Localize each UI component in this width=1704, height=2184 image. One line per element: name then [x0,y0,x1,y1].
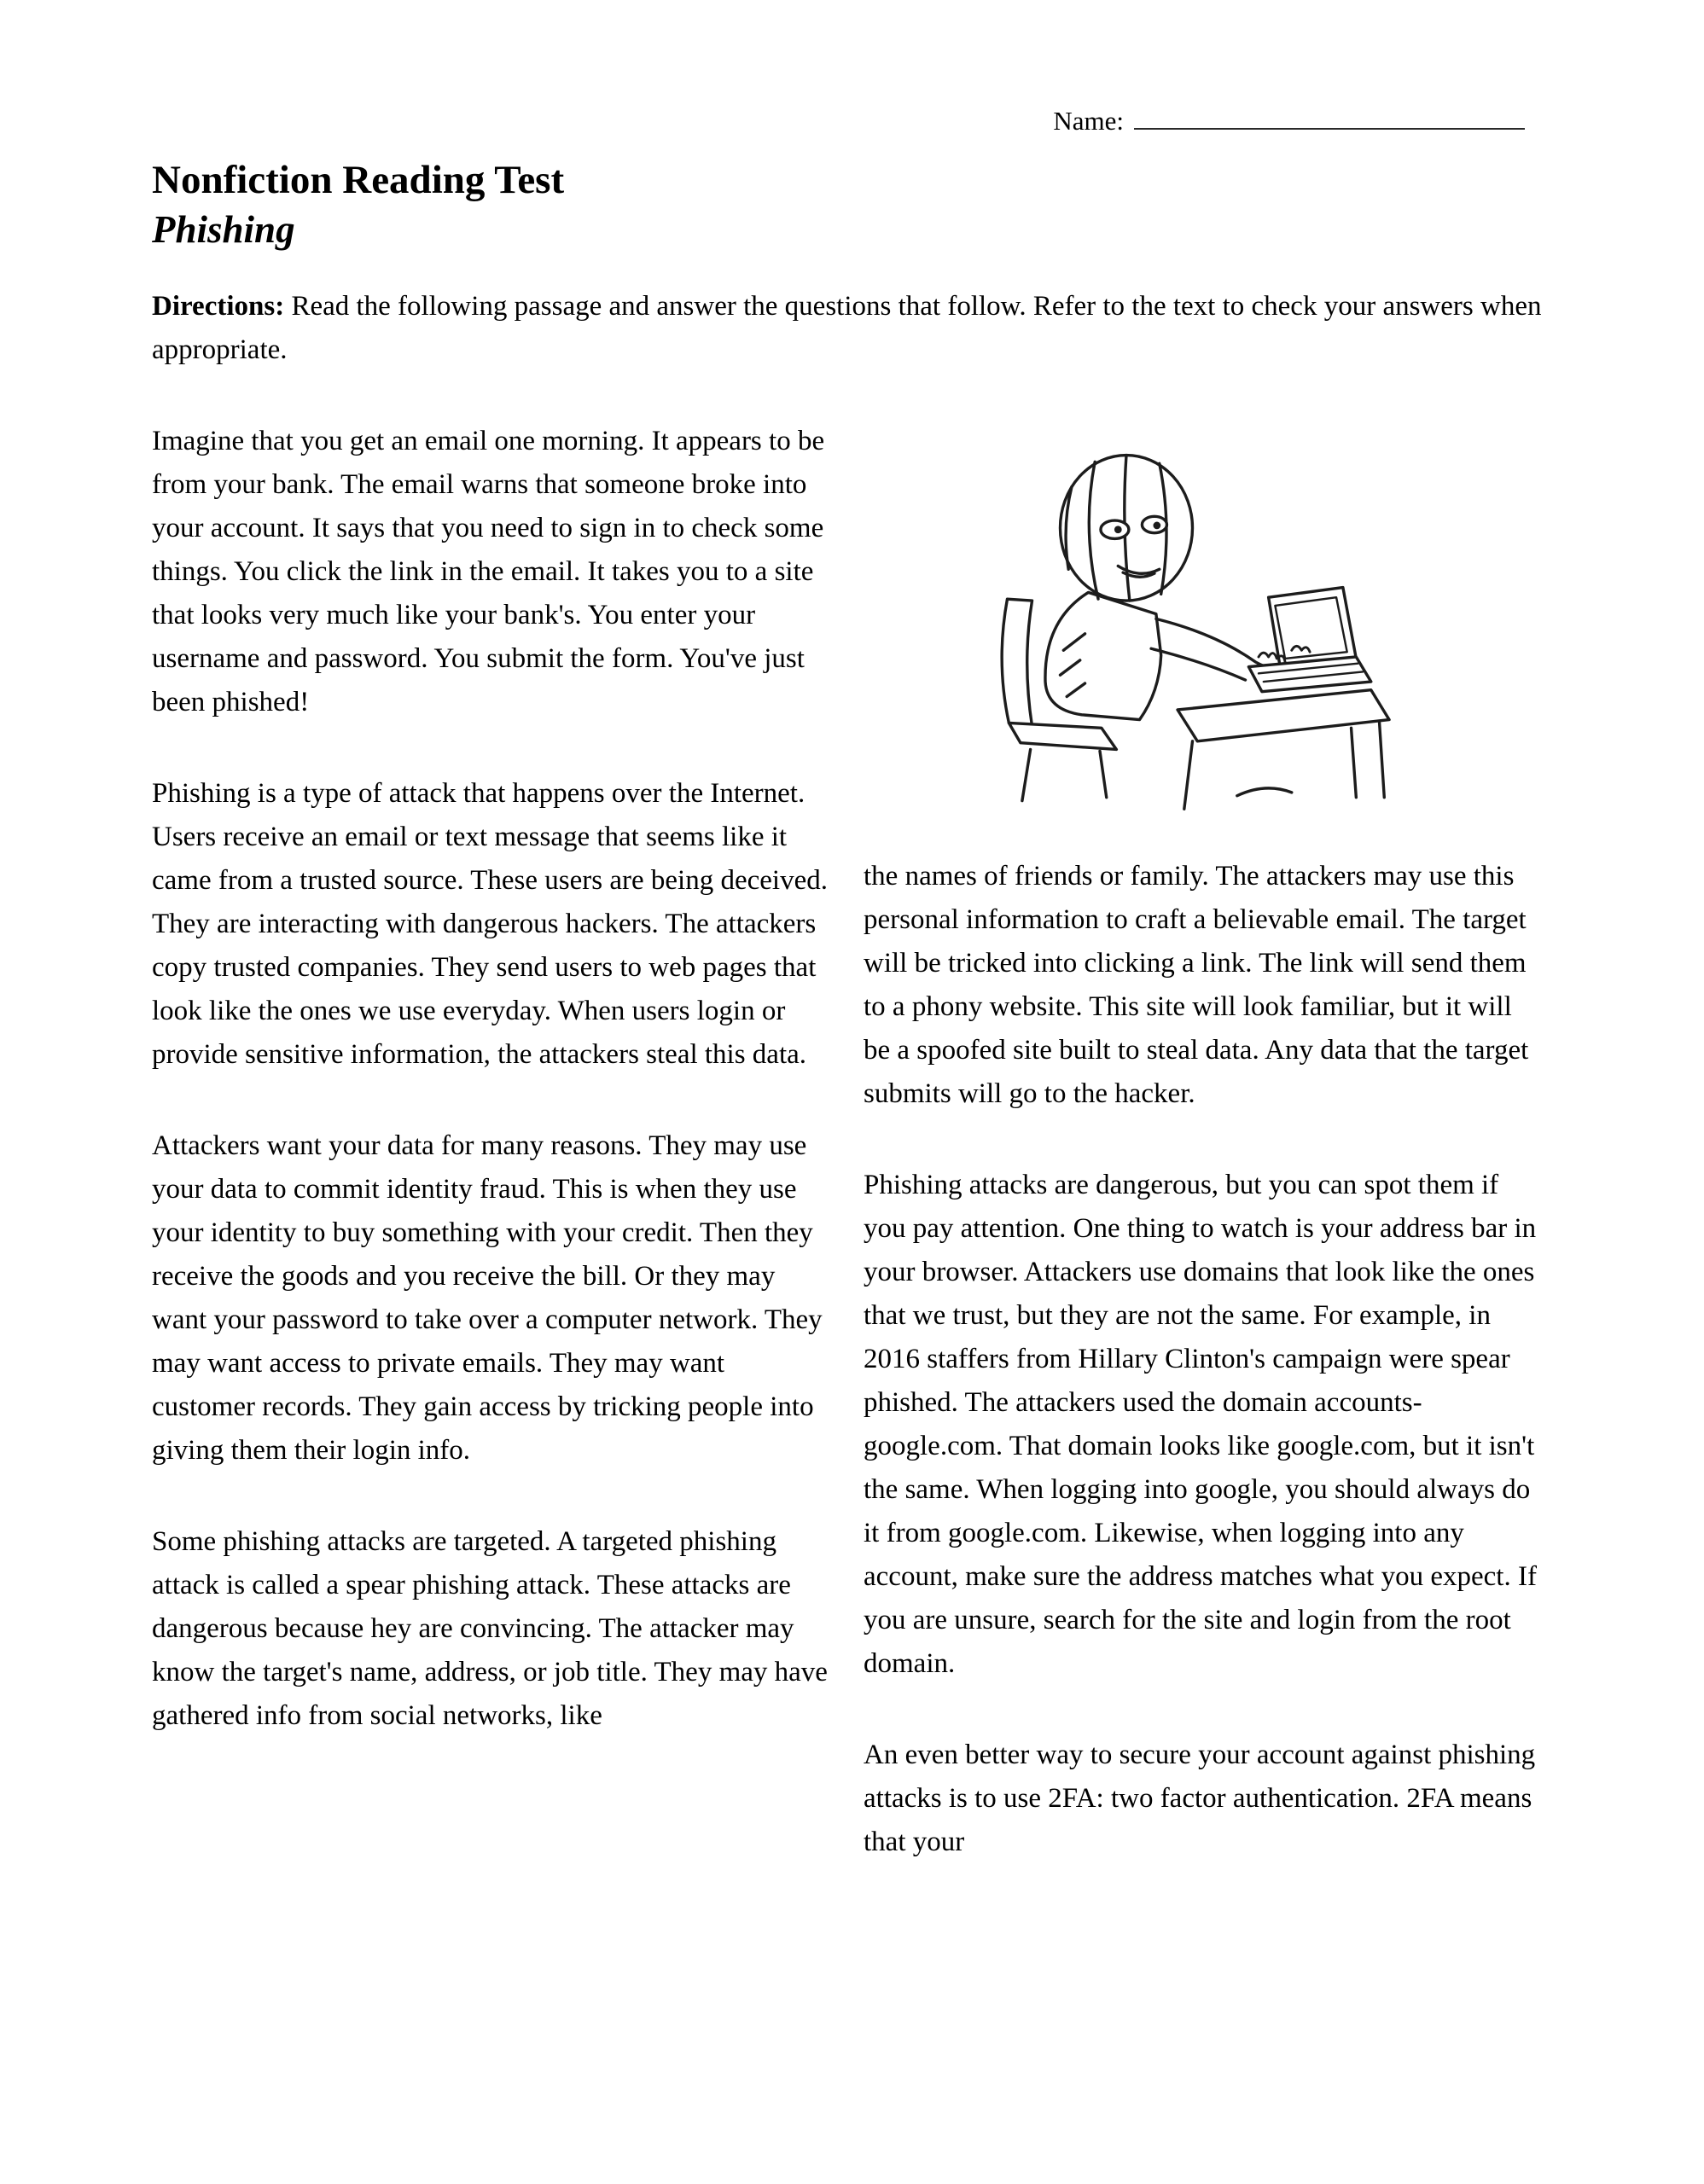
name-blank-line [1134,99,1525,130]
name-row [152,99,1545,136]
masked-hacker-icon [964,444,1394,816]
passage-paragraph: Phishing is a type of attack that happens over the Internet. Users receive an email or text message that seems like it came from a trusted source. These users are being deceived. They are interacting with dangerous hackers. The attackers copy trusted companies. They send users to web pages that look like the ones we use everyday. When users login or provide sensitive information, the attackers steal this data. [152,777,828,1070]
right-column [864,420,1544,1912]
name-label: Name: [1053,106,1124,136]
left-column [152,420,833,1912]
passage-paragraph: Some phishing attacks are targeted. A targeted phishing attack is called a spear phishing attack. These attacks are dangerous because hey are convincing. The attacker may know the target's name, address, or job title. They may have gathered info from social networks, like [152,1525,828,1731]
page-subtitle: Phishing [152,208,295,252]
page-title: Nonfiction Reading Test [152,158,565,202]
passage-paragraph: An even better way to secure your account against phishing attacks is to use 2FA: two factor authentication. 2FA means that your [864,1739,1536,1857]
passage-paragraph: Phishing attacks are dangerous, but you can spot them if you pay attention. One thing to watch is your address bar in your browser. Attackers use domains that look like the ones that we trust, but they are not the same. For example, in 2016 staffers from Hillary Clinton's campaign were spear phished. The attackers used the domain accounts-google.com. That domain looks like google.com, but it isn't the same. When logging into google, you should always do it from google.com. Likewise, when logging into any account, make sure the address matches what you expect. If you are unsure, search for the site and login from the root domain. [864,1169,1537,1679]
directions-text: Read the following passage and answer the questions that follow. Refer to the text to check your answers when appropriate. [152,290,1542,365]
directions [152,285,1545,372]
passage-columns [152,420,1545,1912]
directions-label: Directions: [152,290,285,322]
passage-paragraph: Imagine that you get an email one morning. It appears to be from your bank. The email warns that someone broke into your account. It says that you need to sign in to check some things. You click the link in the email. It takes you to a site that looks very much like your bank's. You enter your username and password. You submit the form. You've just been phished! [152,425,825,717]
passage-paragraph: the names of friends or family. The attackers may use this personal information to craft a believable email. The target will be tricked into clicking a link. The link will send them to a phony website. This site will look familiar, but it will be a spoofed site built to steal data. Any data that the target submits will go to the hacker. [864,860,1529,1109]
passage-paragraph: Attackers want your data for many reasons. They may use your data to commit identity fraud. This is when they use your identity to buy something with your credit. Then they receive the goods and you receive the bill. Or they may want your password to take over a computer network. They may want access to private emails. They may want customer records. They gain access by tricking people into giving them their login info. [152,1130,823,1466]
hacker-at-laptop-illustration [964,444,1394,816]
